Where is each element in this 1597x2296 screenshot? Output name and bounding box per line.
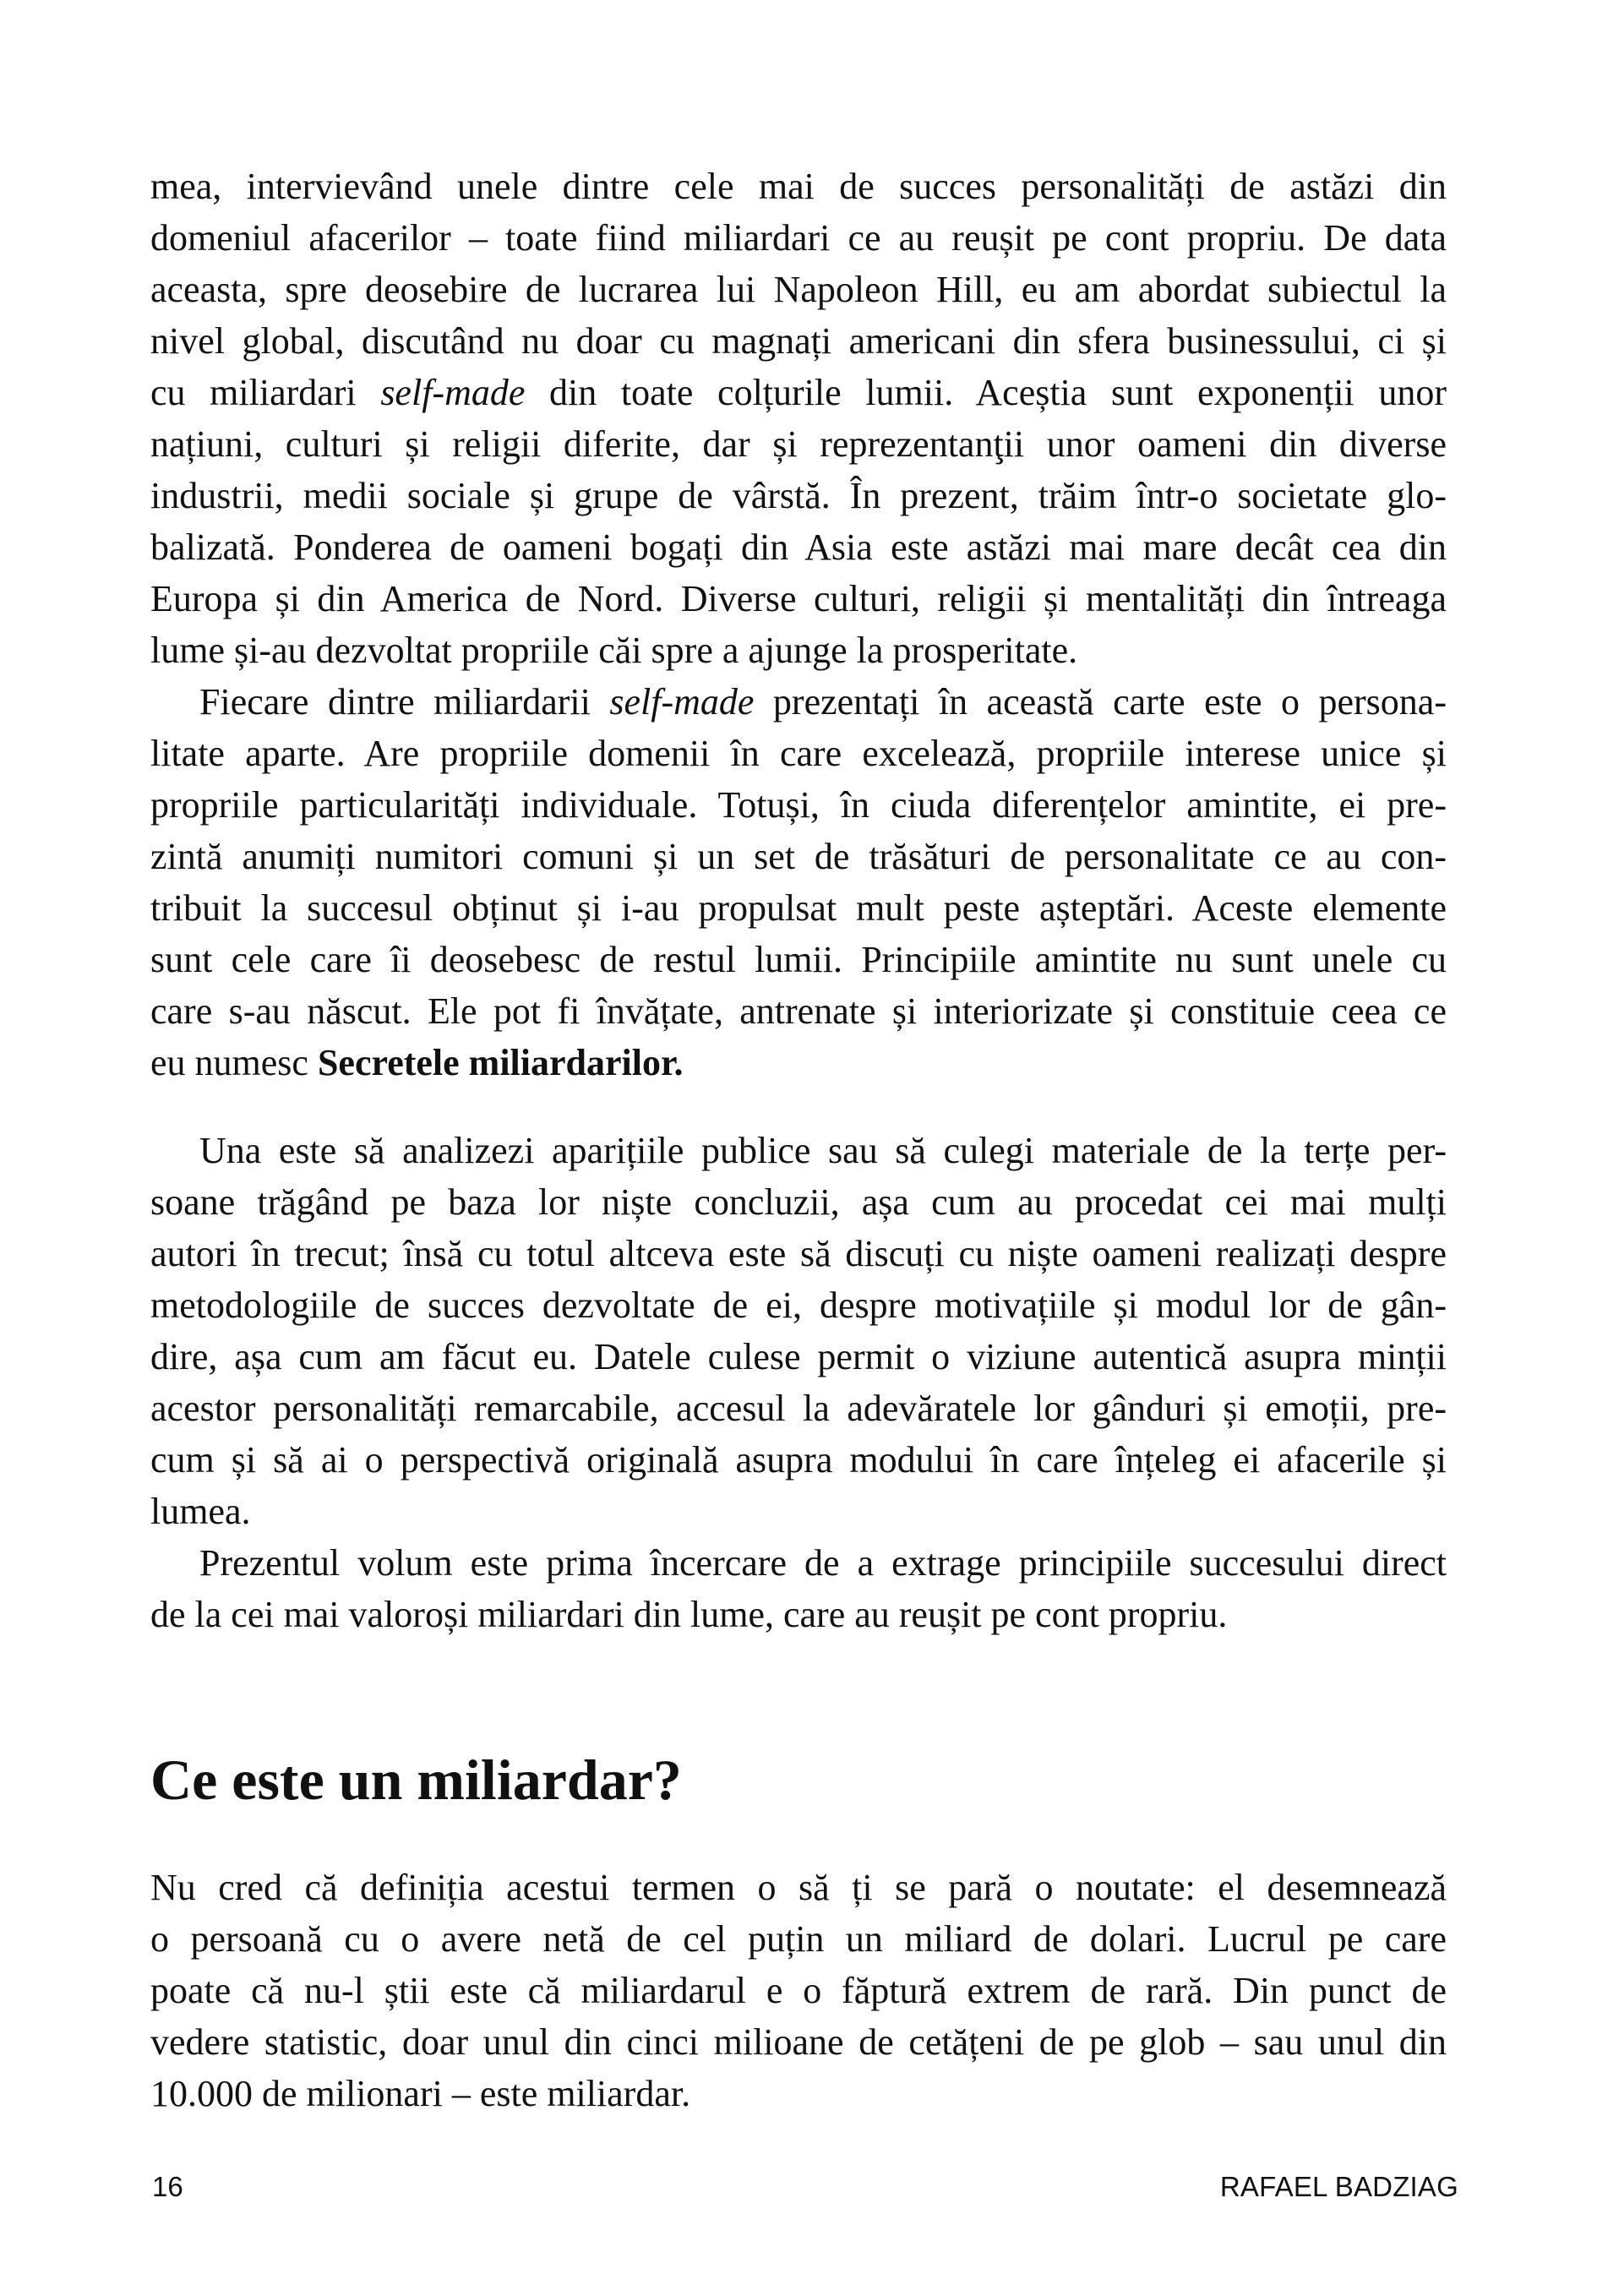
- text-line: autori în trecut; însă cu totul altceva este să discuți cu niște oameni realizați despre: [150, 1233, 1447, 1274]
- text-line: cum și să ai o perspectivă originală asupra modului în care înțeleg ei afacerile și: [150, 1439, 1447, 1481]
- paragraph: [150, 676, 1447, 1088]
- text-line: aceasta, spre deosebire de lucrarea lui Napoleon Hill, eu am abordat subiectul la: [150, 269, 1447, 310]
- text-line: 10.000 de milionari – este miliardar.: [150, 2073, 691, 2114]
- text-line: acestor personalități remarcabile, accesul la adevăratele lor gânduri și emoții, pre-: [150, 1388, 1447, 1429]
- text-line: industrii, medii sociale și grupe de vârstă. În prezent, trăim într-o societate glo-: [150, 475, 1447, 516]
- text-line: dire, așa cum am făcut eu. Datele culese permit o viziune autentică asupra minții: [150, 1336, 1447, 1377]
- text-line: de la cei mai valoroși miliardari din lume, care au reușit pe cont propriu.: [150, 1594, 1228, 1635]
- paragraph: [150, 1537, 1447, 1640]
- text-segment: eu numesc: [150, 1042, 318, 1083]
- text-line: metodologiile de succes dezvoltate de ei, despre motivațiile și modul lor de gân-: [150, 1284, 1447, 1326]
- paragraph: [150, 1862, 1447, 2119]
- text-line: poate că nu-l știi este că miliardarul e o făptură extrem de rară. Din punct de: [150, 1970, 1447, 2011]
- text-line: propriile particularități individuale. Totuși, în ciuda diferențelor amintite, ei pre-: [150, 784, 1447, 826]
- text-line: nivel global, discutând nu doar cu magnați americani din sfera businessului, ci și: [150, 320, 1447, 362]
- text-segment: cu miliardari: [150, 372, 381, 413]
- text-line: domeniul afacerilor – toate fiind miliardari ce au reușit pe cont propriu. De data: [150, 217, 1447, 259]
- paragraph: [150, 1125, 1447, 1537]
- text-segment: Fiecare dintre miliardarii: [199, 681, 610, 723]
- running-footer-author: RAFAEL BADZIAG: [1219, 2171, 1458, 2202]
- text-line: Nu cred că definiția acestui termen o să ți se pară o noutate: el desemnează: [150, 1867, 1447, 1908]
- text-line: [150, 367, 1447, 418]
- text-segment: din toate colțurile lumii. Aceștia sunt exponenții unor: [525, 372, 1447, 413]
- text-line: litate aparte. Are propriile domenii în care excelează, propriile interese unice și: [150, 733, 1447, 774]
- text-line: vedere statistic, doar unul din cinci milioane de cetățeni de pe glob – sau unul din: [150, 2021, 1447, 2063]
- page-footer: [152, 2170, 1458, 2204]
- text-line: zintă anumiți numitori comuni și un set de trăsături de personalitate ce au con-: [150, 836, 1447, 877]
- text-line: [150, 1037, 1447, 1088]
- text-line: Una este să analizezi aparițiile publice sau să culegi materiale de la terțe per-: [199, 1130, 1447, 1171]
- paragraph: [150, 161, 1447, 676]
- text-line: care s-au născut. Ele pot fi învățate, antrenate și interiorizate și constituie ceea ce: [150, 990, 1447, 1032]
- italic-term: self-made: [380, 372, 526, 413]
- text-line: tribuit la succesul obținut și i-au propulsat mult peste așteptări. Aceste elemente: [150, 887, 1447, 929]
- italic-term: self-made: [609, 681, 755, 723]
- text-line: lumea.: [150, 1491, 251, 1532]
- text-segment: prezentați în această carte este o persona-: [754, 681, 1447, 723]
- text-line: sunt cele care îi deosebesc de restul lumii. Principiile amintite nu sunt unele cu: [150, 939, 1447, 980]
- text-line: Prezentul volum este prima încercare de a extrage principiile succesului direct: [199, 1542, 1447, 1584]
- page-number: 16: [152, 2171, 183, 2202]
- section-heading: Ce este un miliardar?: [150, 1748, 682, 1812]
- text-line: balizată. Ponderea de oameni bogați din Asia este astăzi mai mare decât cea din: [150, 526, 1447, 568]
- text-line: Europa și din America de Nord. Diverse culturi, religii și mentalități din întreaga: [150, 578, 1447, 619]
- text-line: soane trăgând pe baza lor niște concluzii, așa cum au procedat cei mai mulți: [150, 1181, 1447, 1223]
- text-line: [150, 676, 1447, 728]
- bold-term: Secretele miliardarilor.: [317, 1042, 684, 1083]
- text-line: națiuni, culturi și religii diferite, dar și reprezentanţii unor oameni din diverse: [150, 423, 1447, 465]
- text-line: mea, intervievând unele dintre cele mai de succes personalități de astăzi din: [150, 166, 1447, 207]
- text-line: o persoană cu o avere netă de cel puțin un miliard de dolari. Lucrul pe care: [150, 1918, 1447, 1960]
- text-line: lume și-au dezvoltat propriile căi spre a ajunge la prosperitate.: [150, 630, 1078, 671]
